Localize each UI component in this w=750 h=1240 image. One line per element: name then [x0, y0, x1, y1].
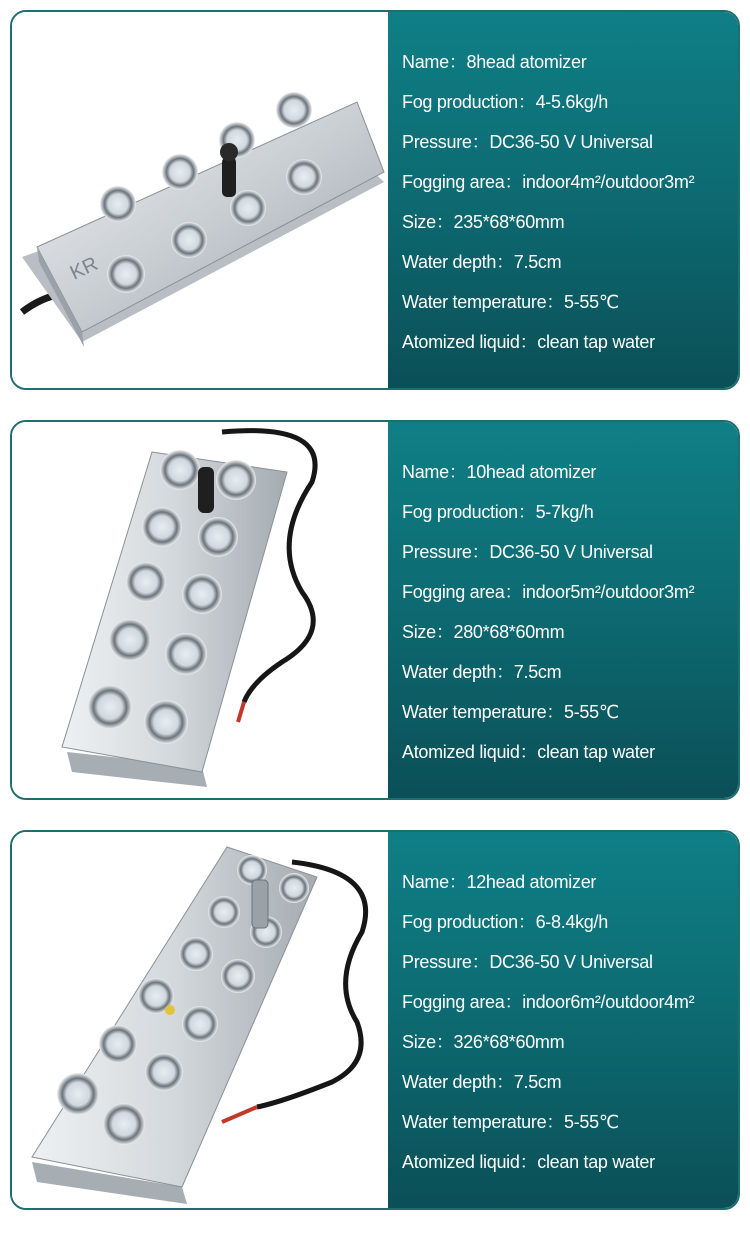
spec-row-fog-production: Fog production：6-8.4kg/h [402, 912, 608, 932]
spec-row-fogging-area: Fogging area：indoor6m²/outdoor4m² [402, 992, 695, 1012]
spec-row-size: Size：235*68*60mm [402, 212, 565, 232]
float-switch-icon [252, 880, 268, 928]
spec-panel [388, 422, 738, 798]
spec-row-pressure: Pressure：DC36-50 V Universal [402, 952, 653, 972]
spec-row-fog-production: Fog production：5-7kg/h [402, 502, 594, 522]
product-card-12head [10, 830, 740, 1210]
float-switch-icon [222, 157, 236, 197]
spec-row-fogging-area: Fogging area：indoor4m²/outdoor3m² [402, 172, 695, 192]
spec-list [388, 832, 738, 1182]
brand-logo: KR [66, 252, 102, 285]
spec-row-water-depth: Water depth：7.5cm [402, 662, 562, 682]
product-card-10head [10, 420, 740, 800]
atomizer-12head-illustration [12, 832, 388, 1208]
spec-row-atomized-liquid: Atomized liquid：clean tap water [402, 332, 655, 352]
spec-list [388, 12, 738, 362]
product-card-8head [10, 10, 740, 390]
spec-row-name: Name：10head atomizer [402, 462, 597, 482]
spec-row-fog-production: Fog production：4-5.6kg/h [402, 92, 608, 112]
spec-row-water-temperature: Water temperature：5-55℃ [402, 292, 619, 312]
atomizer-8head-illustration [12, 12, 388, 388]
spec-row-size: Size：280*68*60mm [402, 622, 565, 642]
spec-row-size: Size：326*68*60mm [402, 1032, 565, 1052]
spec-row-atomized-liquid: Atomized liquid：clean tap water [402, 742, 655, 762]
product-image [12, 12, 388, 388]
spec-row-name: Name：8head atomizer [402, 52, 587, 72]
spec-row-water-temperature: Water temperature：5-55℃ [402, 1112, 619, 1132]
spec-row-pressure: Pressure：DC36-50 V Universal [402, 542, 653, 562]
spec-row-water-depth: Water depth：7.5cm [402, 1072, 562, 1092]
product-image [12, 832, 388, 1208]
spec-panel [388, 12, 738, 388]
float-switch-icon [198, 467, 214, 513]
spec-row-water-temperature: Water temperature：5-55℃ [402, 702, 619, 722]
spec-list [388, 422, 738, 772]
spec-row-fogging-area: Fogging area：indoor5m²/outdoor3m² [402, 582, 695, 602]
atomizer-10head-illustration [12, 422, 388, 798]
spec-row-atomized-liquid: Atomized liquid：clean tap water [402, 1152, 655, 1172]
product-image [12, 422, 388, 798]
spec-panel [388, 832, 738, 1208]
spec-row-water-depth: Water depth：7.5cm [402, 252, 562, 272]
spec-row-name: Name：12head atomizer [402, 872, 597, 892]
spec-row-pressure: Pressure：DC36-50 V Universal [402, 132, 653, 152]
